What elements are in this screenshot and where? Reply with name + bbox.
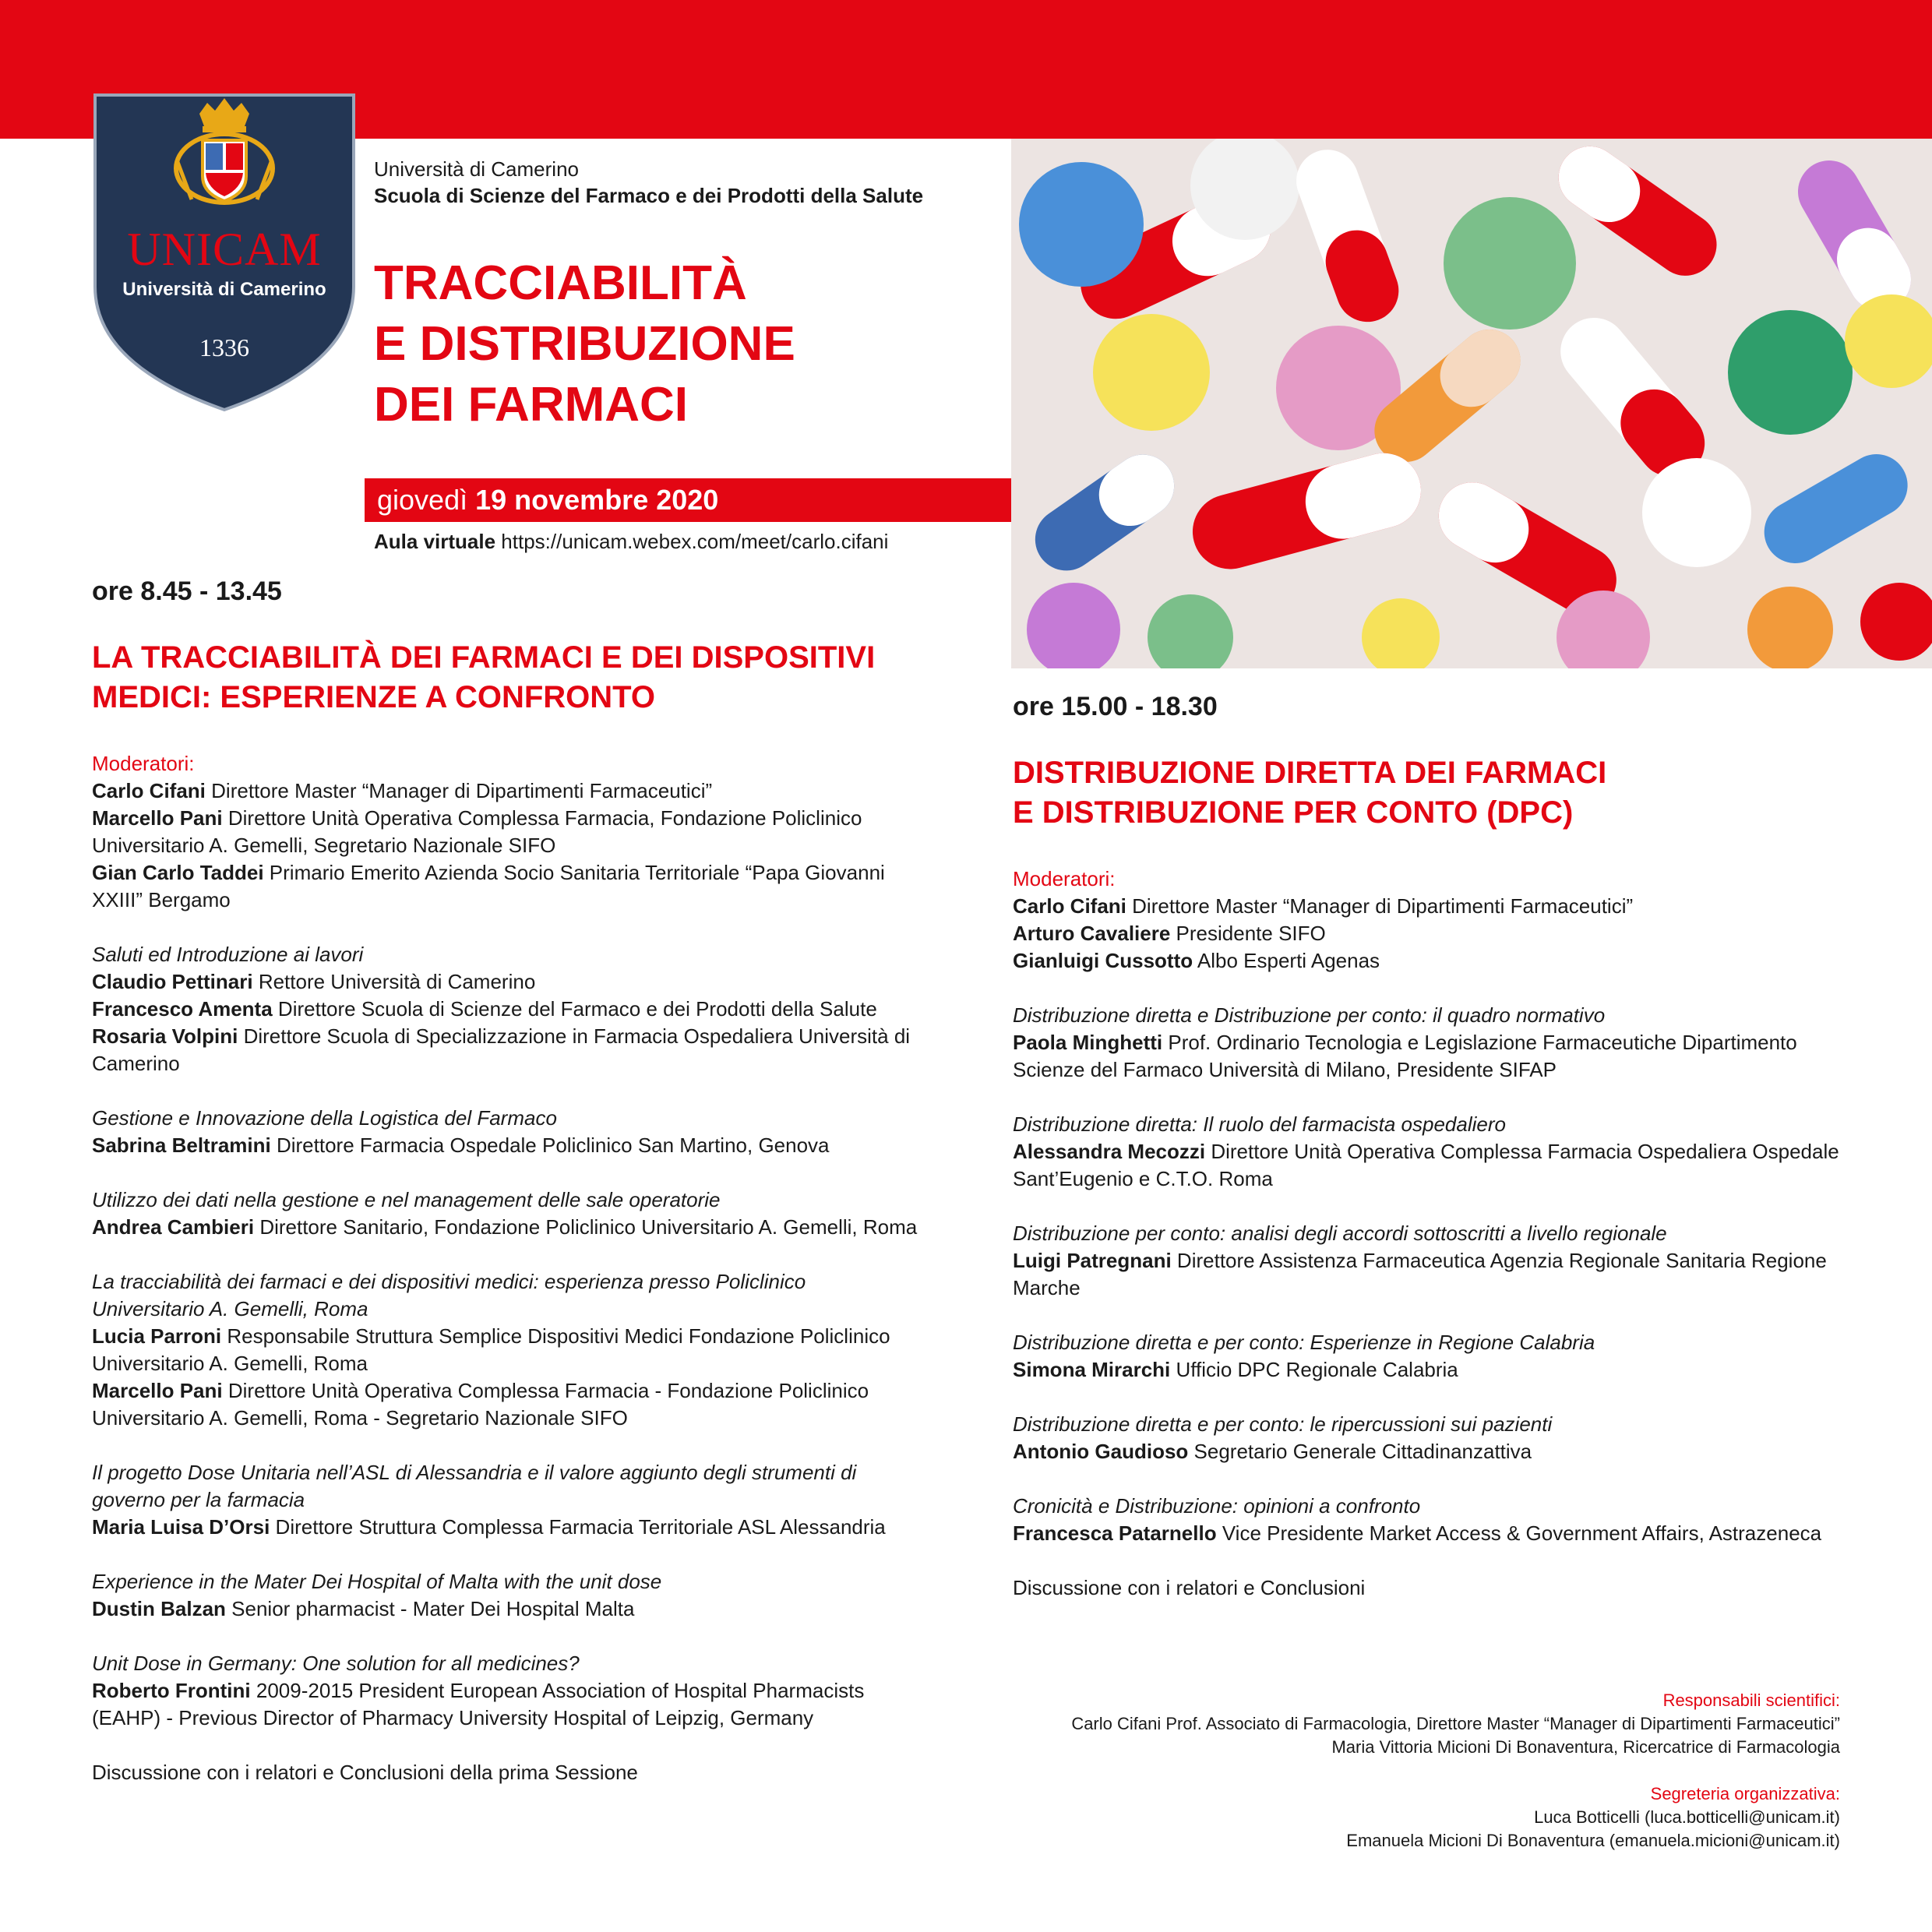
speaker-role: Direttore Master “Manager di Dipartimenti Farmaceutici” [1132,894,1634,918]
speaker-role: Direttore Assistenza Farmaceutica Agenzia Regionale Sanitaria Regione Marche [1013,1249,1827,1299]
moderator-entry [92,859,918,914]
event-title [374,253,795,435]
speaker-name: Lucia Parroni [92,1324,222,1348]
morning-moderators [92,750,918,914]
speaker-entry [1013,1520,1870,1547]
scientific-entry: Maria Vittoria Micioni Di Bonaventura, Ricercatrice di Farmacologia [1331,1737,1840,1757]
talk [92,1105,918,1159]
moderators-label: Moderatori: [92,752,195,775]
speaker-name: Dustin Balzan [92,1597,226,1620]
afternoon-title-line: DISTRIBUZIONE DIRETTA DEI FARMACI [1013,756,1607,790]
aula-link[interactable]: https://unicam.webex.com/meet/carlo.cifani [501,530,889,553]
talk-subtitle: Gestione e Innovazione della Logistica del Farmaco [92,1106,557,1130]
talk-subtitle: Distribuzione per conto: analisi degli accordi sottoscritti a livello regionale [1013,1222,1667,1245]
talk-subtitle: Utilizzo dei dati nella gestione e nel management delle sale operatorie [92,1188,721,1211]
speaker-entry [92,1323,918,1377]
speaker-name: Carlo Cifani [92,779,206,802]
talk [92,1568,918,1623]
pills-photo [1011,139,1932,668]
speaker-role: Presidente SIFO [1176,922,1326,945]
organizing-entry[interactable]: Emanuela Micioni Di Bonaventura (emanuela.micioni@unicam.it) [1346,1831,1840,1850]
afternoon-closing: Discussione con i relatori e Conclusioni [1013,1576,1366,1599]
logo-year: 1336 [199,333,249,361]
speaker-entry [1013,1247,1870,1302]
speaker-role: Direttore Unità Operativa Complessa Farmacia Ospedaliera Ospedale Sant’Eugenio e C.T.O. Roma [1013,1140,1839,1190]
speaker-entry [92,996,918,1023]
afternoon-title [1013,753,1870,833]
organizing-entry[interactable]: Luca Botticelli (luca.botticelli@unicam.it) [1534,1807,1840,1827]
speaker-name: Francesca Patarnello [1013,1521,1217,1545]
speaker-name: Paola Minghetti [1013,1031,1163,1054]
speaker-name: Francesco Amenta [92,997,273,1021]
speaker-entry [1013,1138,1870,1193]
speaker-role: Ufficio DPC Regionale Calabria [1176,1358,1458,1381]
moderator-entry [1013,893,1870,920]
afternoon-time: ore 15.00 - 18.30 [1013,692,1218,721]
title-line: E DISTRIBUZIONE [374,317,795,371]
speaker-role: Direttore Scuola di Scienze del Farmaco e dei Prodotti della Salute [277,997,877,1021]
speaker-entry [92,1214,918,1241]
speaker-role: Direttore Unità Operativa Complessa Farmacia - Fondazione Policlinico Universitario A. Gemelli, Roma - Segretario Nazionale SIFO [92,1379,869,1430]
credits [827,1689,1840,1853]
speaker-role: Direttore Sanitario, Fondazione Policlinico Universitario A. Gemelli, Roma [259,1215,918,1239]
speaker-entry [1013,1438,1870,1465]
afternoon-moderators [1013,866,1870,975]
talk [92,1650,918,1732]
speaker-name: Carlo Cifani [1013,894,1126,918]
logo-subtitle: Università di Camerino [122,279,326,300]
speaker-name: Marcello Pani [92,806,223,830]
morning-title [92,638,918,717]
morning-closing: Discussione con i relatori e Conclusioni della prima Sessione [92,1761,638,1784]
talk [92,1459,918,1541]
talk [1013,1411,1870,1465]
scientific-entry: Carlo Cifani Prof. Associato di Farmacologia, Direttore Master “Manager di Dipartimenti Farmaceutici” [1071,1714,1840,1733]
organizing-label: Segreteria organizzativa: [1650,1784,1840,1803]
talk-subtitle: Distribuzione diretta e per conto: Esperienze in Regione Calabria [1013,1331,1595,1354]
title-line: TRACCIABILITÀ [374,256,747,310]
pills-image-icon [1011,139,1932,668]
speaker-entry [1013,1356,1870,1384]
speaker-name: Luigi Patregnani [1013,1249,1172,1272]
speaker-role: Vice Presidente Market Access & Government Affairs, Astrazeneca [1222,1521,1822,1545]
speaker-name: Gianluigi Cussotto [1013,949,1193,972]
speaker-name: Claudio Pettinari [92,970,253,993]
date-bar [365,478,1041,522]
speaker-entry [92,1377,918,1432]
talk [1013,1493,1870,1547]
talk [1013,1111,1870,1193]
moderator-entry [92,777,918,805]
talk-subtitle: Distribuzione diretta e Distribuzione per conto: il quadro normativo [1013,1003,1606,1027]
speaker-role: Senior pharmacist - Mater Dei Hospital Malta [231,1597,635,1620]
talk [1013,1002,1870,1084]
talk-subtitle: Cronicità e Distribuzione: opinioni a confronto [1013,1494,1421,1518]
talk [92,1268,918,1432]
school-name: Scuola di Scienze del Farmaco e dei Prodotti della Salute [374,184,924,207]
speaker-role: Direttore Unità Operativa Complessa Farmacia, Fondazione Policlinico Universitario A. Gemelli, Segretario Nazionale SIFO [92,806,862,857]
talk-subtitle: Distribuzione diretta e per conto: le ripercussioni sui pazienti [1013,1412,1553,1436]
talk-subtitle: Distribuzione diretta: Il ruolo del farmacista ospedaliero [1013,1112,1506,1136]
aula-label: Aula virtuale [374,530,496,553]
speaker-role: Direttore Scuola di Specializzazione in Farmacia Ospedaliera Università di Camerino [92,1024,911,1075]
speaker-role: Direttore Farmacia Ospedale Policlinico San Martino, Genova [276,1133,830,1157]
speaker-role: Direttore Struttura Complessa Farmacia Territoriale ASL Alessandria [275,1515,886,1539]
speaker-entry [92,1132,918,1159]
speaker-entry [92,1677,918,1732]
university-name: Università di Camerino [374,157,579,181]
speaker-name: Sabrina Beltramini [92,1133,271,1157]
talk-subtitle: Saluti ed Introduzione ai lavori [92,943,364,966]
afternoon-title-line: E DISTRIBUZIONE PER CONTO (DPC) [1013,795,1574,830]
speaker-entry [1013,1029,1870,1084]
speaker-role: Primario Emerito Azienda Socio Sanitaria Territoriale “Papa Giovanni XXIII” Bergamo [92,861,885,911]
speaker-name: Maria Luisa D’Orsi [92,1515,270,1539]
speaker-entry [92,1023,918,1077]
morning-session [92,578,918,1786]
morning-time: ore 8.45 - 13.45 [92,576,282,606]
date-main: 19 novembre 2020 [475,484,719,516]
moderators-label: Moderatori: [1013,867,1116,890]
unicam-logo [92,92,357,413]
speaker-role: 2009-2015 President European Association of Hospital Pharmacists (EAHP) - Previous Director of Pharmacy University Hospital of Leipzig, Germany [92,1679,865,1729]
speaker-name: Antonio Gaudioso [1013,1440,1189,1463]
moderator-entry [1013,920,1870,947]
speaker-role: Responsabile Struttura Semplice Dispositivi Medici Fondazione Policlinico Universitario A. Gemelli, Roma [92,1324,890,1375]
aula-virtuale [374,530,888,554]
speaker-role: Rettore Università di Camerino [258,970,536,993]
talk [1013,1220,1870,1302]
morning-title-line: MEDICI: ESPERIENZE A CONFRONTO [92,680,656,714]
speaker-name: Rosaria Volpini [92,1024,238,1048]
title-line: DEI FARMACI [374,378,688,432]
logo-name: UNICAM [127,224,322,275]
speaker-name: Andrea Cambieri [92,1215,255,1239]
speaker-role: Prof. Ordinario Tecnologia e Legislazione Farmaceutiche Dipartimento Scienze del Farmaco Università di Milano, Presidente SIFAP [1013,1031,1797,1081]
talk [92,941,918,1077]
talk [92,1186,918,1241]
date-day: giovedì [377,484,468,516]
scientific-label: Responsabili scientifici: [1662,1690,1840,1710]
speaker-role: Albo Esperti Agenas [1197,949,1380,972]
moderator-entry [1013,947,1870,975]
speaker-name: Roberto Frontini [92,1679,251,1702]
moderator-entry [92,805,918,859]
morning-title-line: LA TRACCIABILITÀ DEI FARMACI E DEI DISPOSITIVI [92,640,876,675]
talk-subtitle: Il progetto Dose Unitaria nell’ASL di Alessandria e il valore aggiunto degli strumenti di governo per la farmacia [92,1461,857,1511]
speaker-entry [92,968,918,996]
talk [1013,1329,1870,1384]
speaker-entry [92,1595,918,1623]
talk-subtitle: Unit Dose in Germany: One solution for all medicines? [92,1652,580,1675]
speaker-name: Marcello Pani [92,1379,223,1402]
speaker-role: Direttore Master “Manager di Dipartimenti Farmaceutici” [211,779,713,802]
speaker-role: Segretario Generale Cittadinanzattiva [1193,1440,1532,1463]
speaker-name: Gian Carlo Taddei [92,861,264,884]
talk-subtitle: La tracciabilità dei farmaci e dei dispositivi medici: esperienza presso Policlinico Universitario A. Gemelli, Roma [92,1270,806,1320]
speaker-name: Alessandra Mecozzi [1013,1140,1206,1163]
speaker-name: Arturo Cavaliere [1013,922,1171,945]
speaker-entry [92,1514,918,1541]
speaker-name: Simona Mirarchi [1013,1358,1171,1381]
afternoon-session [1013,693,1870,1602]
talk-subtitle: Experience in the Mater Dei Hospital of Malta with the unit dose [92,1570,662,1593]
